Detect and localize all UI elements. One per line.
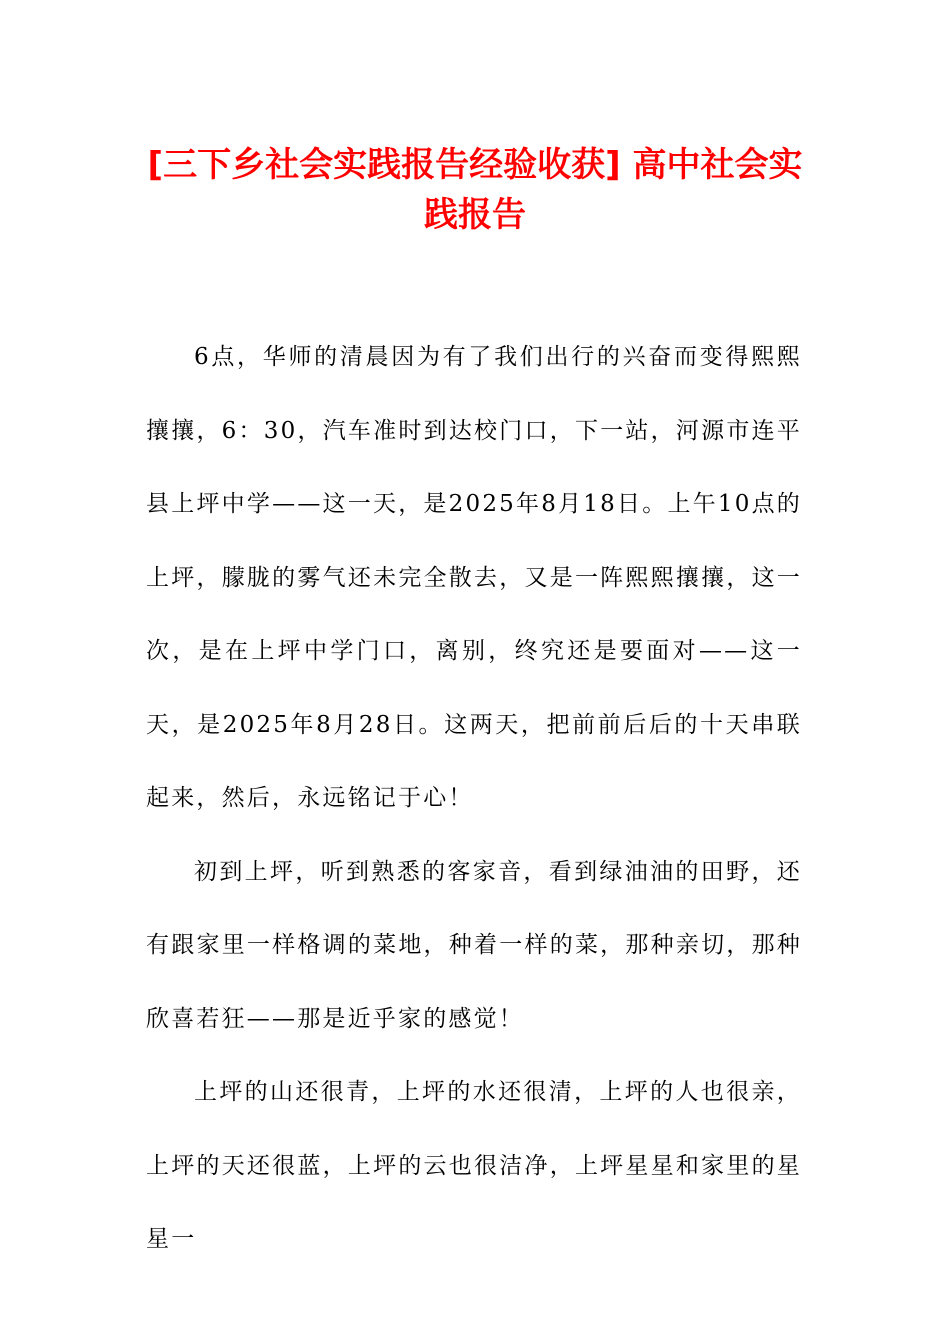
- paragraph-1: 6点，华师的清晨因为有了我们出行的兴奋而变得熙熙攘攘，6：30，汽车准时到达校门口，下一站，河源市连平县上坪中学——这一天，是2025年8月18日。上午10点的上坪，朦胧的雾气还未完全散去，又是一阵熙熙攘攘，这一次，是在上坪中学门口，离别，终究还是要面对——这一天，是2025年8月28日。这两天，把前前后后的十天串联起来，然后，永远铭记于心！: [146, 344, 802, 811]
- document-body: [146, 321, 802, 1277]
- paragraph-3: 上坪的山还很青，上坪的水还很清，上坪的人也很亲，上坪的天还很蓝，上坪的云也很洁净，上坪星星和家里的星星一: [146, 1079, 802, 1252]
- paragraph-2: 初到上坪，听到熟悉的客家音，看到绿油油的田野，还有跟家里一样格调的菜地，种着一样的菜，那种亲切，那种欣喜若狂——那是近乎家的感觉！: [146, 858, 802, 1032]
- page-title: [三下乡社会实践报告经验收获] 高中社会实践报告: [147, 145, 803, 235]
